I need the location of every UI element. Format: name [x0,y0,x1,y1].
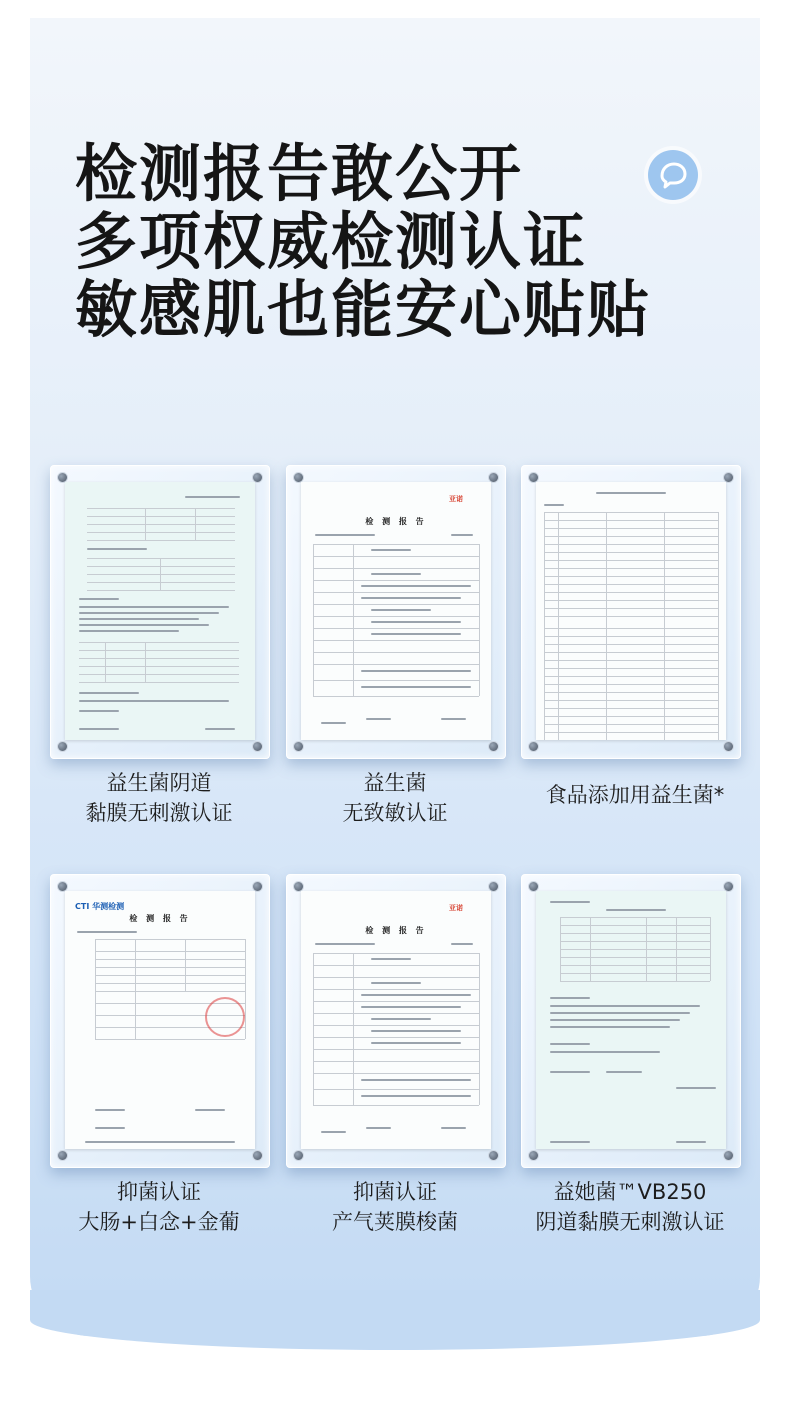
screw-icon [723,741,734,752]
headline [75,137,652,346]
certificate-caption-3 [515,780,755,810]
certificate-document [536,891,726,1149]
caption-line: 益她菌™VB250 [553,1180,707,1204]
certificate-frame-6 [521,874,741,1168]
caption-line: 益生菌阴道 [106,771,212,795]
certificate-document [301,482,491,740]
caption-line: 产气荚膜梭菌 [332,1210,458,1234]
screw-icon [488,741,499,752]
doc-title: 检 测 报 告 [365,926,427,935]
official-seal [205,997,245,1037]
certificate-frame-3 [521,465,741,759]
screw-icon [252,741,263,752]
doc-title: 检 测 报 告 [365,517,427,526]
certificate-caption-6 [510,1177,750,1237]
screw-icon [293,741,304,752]
certificate-document [301,891,491,1149]
certificate-frame-5 [286,874,506,1168]
lab-logo: 亚诺 [449,904,463,912]
screw-icon [252,1150,263,1161]
chat-bubble-icon [648,150,698,200]
certificate-caption-2 [275,768,515,828]
certificate-caption-4 [39,1177,279,1237]
certificate-caption-5 [275,1177,515,1237]
certificate-caption-1 [39,768,279,828]
caption-line: 无致敏认证 [342,801,448,825]
certificate-frame-2 [286,465,506,759]
certificate-document [536,482,726,740]
screw-icon [528,1150,539,1161]
lab-logo: CTI 华测检测 [75,902,125,911]
certificate-document [65,891,255,1149]
certificate-frame-4 [50,874,270,1168]
doc-text-line [185,496,240,498]
caption-line: 大肠+白念+金葡 [78,1210,240,1234]
certificate-document [65,482,255,740]
headline-line-3: 敏感肌也能安心贴贴 [75,273,652,346]
screw-icon [293,1150,304,1161]
caption-line: 抑菌认证 [117,1180,201,1204]
caption-line: 黏膜无刺激认证 [85,801,233,825]
certificate-frame-1 [50,465,270,759]
headline-line-2: 多项权威检测认证 [75,205,588,278]
screw-icon [528,741,539,752]
caption-line: 抑菌认证 [353,1180,437,1204]
lab-logo: 亚诺 [449,495,463,503]
caption-line: 阴道黏膜无刺激认证 [535,1210,725,1234]
doc-title: 检 测 报 告 [129,914,191,923]
background-arc [30,1290,760,1350]
caption-line: 益生菌 [363,771,427,795]
screw-icon [488,1150,499,1161]
screw-icon [723,1150,734,1161]
headline-line-1: 检测报告敢公开 [75,137,524,210]
screw-icon [57,1150,68,1161]
caption-line: 食品添加用益生菌* [545,783,725,807]
screw-icon [57,741,68,752]
